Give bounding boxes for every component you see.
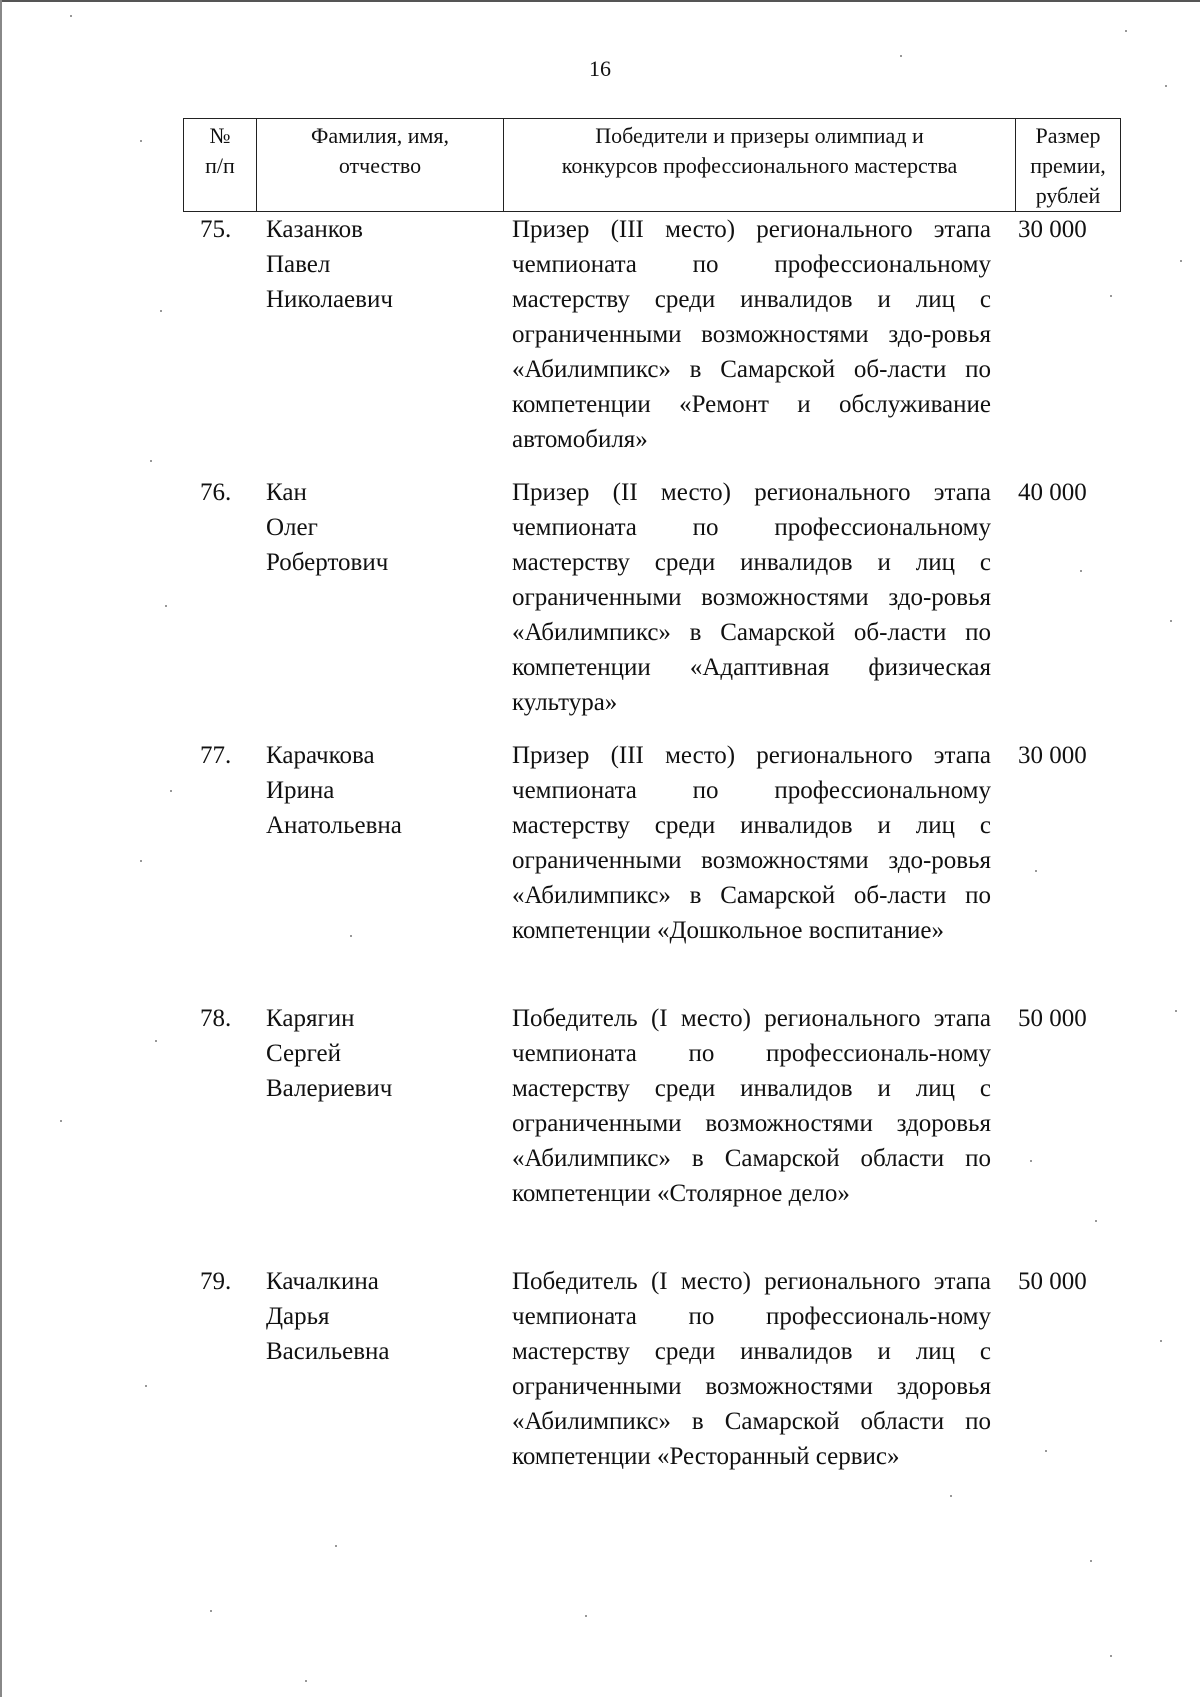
patronymic: Анатольевна: [266, 812, 402, 839]
table-header: [183, 118, 1121, 212]
header-name-column: Фамилия, имя, отчество: [257, 119, 504, 212]
table-row: [0, 738, 1200, 1001]
row-number: 78.: [200, 1005, 232, 1032]
row-number: 76.: [200, 479, 232, 506]
scan-speck: [1180, 260, 1182, 262]
scan-speck: [1035, 870, 1037, 872]
scan-speck: [950, 1495, 952, 1497]
surname: Карачкова: [266, 742, 375, 769]
scan-speck: [350, 935, 352, 937]
scan-speck: [1080, 570, 1082, 572]
scan-speck: [1095, 1220, 1097, 1222]
scan-speck: [1175, 1010, 1177, 1012]
achievement-description: Призер (III место) регионального этапа чемпионата по профессиональному мастерству среди инвалидов и лиц с ограниченными возможностями здо-ровья «Абилимпикс» в Самарской об-ласти по компетенции «Дошкольное воспитание»: [512, 742, 991, 944]
scan-speck: [60, 1120, 62, 1122]
surname: Карягин: [266, 1005, 355, 1032]
person-name: [266, 1001, 506, 1106]
surname: Качалкина: [266, 1268, 379, 1295]
scan-speck: [1030, 1160, 1032, 1162]
achievement-description: Победитель (I место) регионального этапа чемпионата по профессиональ-ному мастерству среди инвалидов и лиц с ограниченными возможностями здоровья «Абилимпикс» в Самарской области по компетенции «Ресторанный сервис»: [512, 1268, 991, 1470]
scan-speck: [900, 55, 902, 57]
achievement-description: Победитель (I место) регионального этапа чемпионата по профессиональ-ному мастерству среди инвалидов и лиц с ограниченными возможностями здоровья «Абилимпикс» в Самарской области по компетенции «Столярное дело»: [512, 1005, 991, 1207]
scan-speck: [160, 310, 162, 312]
scan-speck: [1045, 1450, 1047, 1452]
scan-speck: [140, 140, 142, 142]
surname: Казанков: [266, 216, 363, 243]
scan-speck: [1125, 30, 1127, 32]
row-number: 79.: [200, 1268, 232, 1295]
table-row: [0, 1264, 1200, 1527]
row-number: 75.: [200, 216, 232, 243]
prize-amount: 30 000: [1018, 216, 1087, 243]
prize-amount: 50 000: [1018, 1268, 1087, 1295]
achievement-description: Призер (II место) регионального этапа чемпионата по профессиональному мастерству среди инвалидов и лиц с ограниченными возможностями здо-ровья «Абилимпикс» в Самарской об-ласти по компетенции «Адаптивная физическая культура»: [512, 479, 991, 716]
scan-edge-top: [0, 0, 1200, 2]
page-number: 16: [589, 56, 611, 81]
prize-amount: 40 000: [1018, 479, 1087, 506]
prize-amount: 30 000: [1018, 742, 1087, 769]
scan-speck: [150, 460, 152, 462]
achievement-description: Призер (III место) регионального этапа чемпионата по профессиональному мастерству среди инвалидов и лиц с ограниченными возможностями здо-ровья «Абилимпикс» в Самарской об-ласти по компетенции «Ремонт и обслуживание автомобиля»: [512, 216, 991, 453]
scan-speck: [305, 1680, 307, 1682]
first-name: Павел: [266, 251, 331, 278]
scan-speck: [1165, 85, 1167, 87]
header-number-column: № п/п: [184, 119, 257, 212]
person-name: [266, 738, 506, 843]
person-name: [266, 212, 506, 317]
patronymic: Николаевич: [266, 286, 393, 313]
scan-speck: [70, 15, 72, 17]
first-name: Ирина: [266, 777, 335, 804]
header-description-column: Победители и призеры олимпиад и конкурсов профессионального мастерства: [504, 119, 1016, 212]
person-name: [266, 1264, 506, 1369]
scan-speck: [165, 605, 167, 607]
scan-speck: [1090, 1560, 1092, 1562]
scan-speck: [140, 860, 142, 862]
prize-amount: 50 000: [1018, 1005, 1087, 1032]
row-number: 77.: [200, 742, 232, 769]
scan-speck: [210, 1610, 212, 1612]
scan-speck: [155, 1040, 157, 1042]
surname: Кан: [266, 479, 307, 506]
scan-speck: [1170, 620, 1172, 622]
patronymic: Робертович: [266, 549, 389, 576]
patronymic: Васильевна: [266, 1338, 390, 1365]
patronymic: Валериевич: [266, 1075, 393, 1102]
scan-speck: [1110, 295, 1112, 297]
scan-speck: [1160, 1340, 1162, 1342]
scan-speck: [145, 1385, 147, 1387]
scan-speck: [335, 1545, 337, 1547]
table-row: [0, 212, 1200, 475]
first-name: Сергей: [266, 1040, 341, 1067]
table-row: [0, 1001, 1200, 1264]
entries-list: [0, 212, 1200, 1527]
scan-speck: [170, 790, 172, 792]
first-name: Олег: [266, 514, 318, 541]
table-row: [0, 475, 1200, 738]
header-prize-column: Размер премии, рублей: [1016, 119, 1121, 212]
person-name: [266, 475, 506, 580]
first-name: Дарья: [266, 1303, 330, 1330]
scan-speck: [585, 1615, 587, 1617]
scan-speck: [1110, 1655, 1112, 1657]
